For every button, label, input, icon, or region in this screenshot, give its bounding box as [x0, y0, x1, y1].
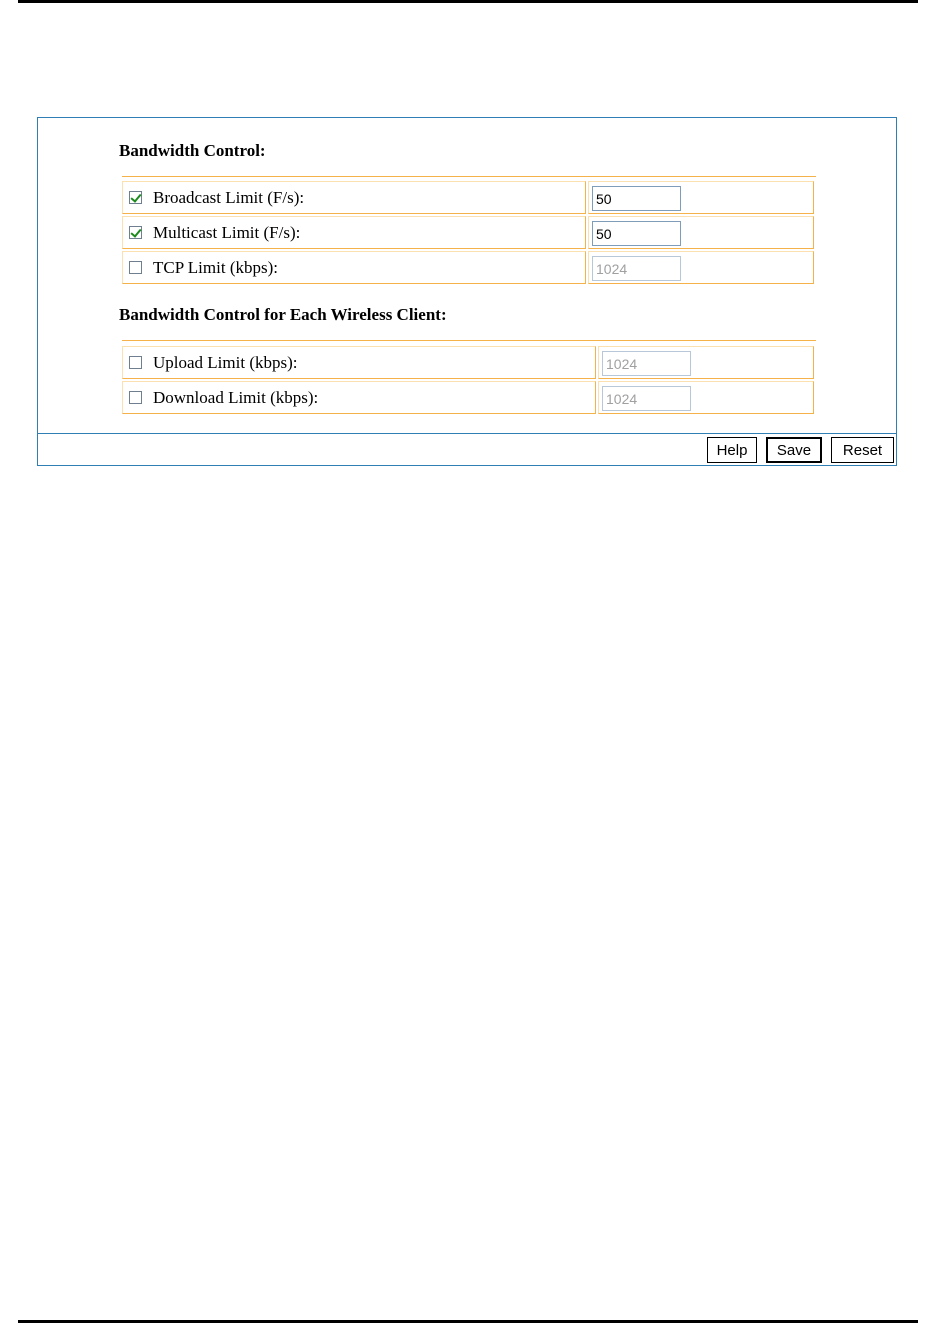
tcp-limit-input[interactable] [592, 256, 681, 281]
tcp-limit-label: TCP Limit (kbps): [153, 258, 278, 277]
footer-divider [38, 433, 896, 434]
table-row [122, 181, 814, 214]
table-row [122, 251, 814, 284]
client-table-border [122, 340, 816, 341]
bandwidth-settings-panel [37, 117, 897, 466]
multicast-limit-label: Multicast Limit (F/s): [153, 223, 301, 242]
help-button[interactable]: Help [707, 437, 757, 463]
bandwidth-control-heading: Bandwidth Control: [119, 141, 266, 160]
upload-limit-label: Upload Limit (kbps): [153, 353, 298, 372]
multicast-limit-checkbox[interactable] [129, 226, 142, 239]
bandwidth-table-border [122, 176, 816, 177]
reset-button[interactable]: Reset [831, 437, 894, 463]
page-top-rule [18, 0, 918, 3]
tcp-limit-input-cell [588, 251, 814, 284]
upload-limit-checkbox[interactable] [129, 356, 142, 369]
tcp-limit-checkbox[interactable] [129, 261, 142, 274]
download-limit-label-cell [122, 381, 596, 414]
table-row [122, 216, 814, 249]
tcp-limit-label-cell [122, 251, 586, 284]
download-limit-input[interactable] [602, 386, 691, 411]
table-row [122, 346, 814, 379]
download-limit-checkbox[interactable] [129, 391, 142, 404]
broadcast-limit-checkbox[interactable] [129, 191, 142, 204]
multicast-limit-input[interactable] [592, 221, 681, 246]
upload-limit-input[interactable] [602, 351, 691, 376]
upload-limit-label-cell [122, 346, 596, 379]
client-bandwidth-heading: Bandwidth Control for Each Wireless Client: [119, 305, 447, 324]
multicast-limit-input-cell [588, 216, 814, 249]
download-limit-input-cell [598, 381, 814, 414]
multicast-limit-label-cell [122, 216, 586, 249]
broadcast-limit-label-cell [122, 181, 586, 214]
broadcast-limit-label: Broadcast Limit (F/s): [153, 188, 305, 207]
broadcast-limit-input-cell [588, 181, 814, 214]
upload-limit-input-cell [598, 346, 814, 379]
save-button[interactable]: Save [766, 437, 822, 463]
table-row [122, 381, 814, 414]
page-bottom-rule [18, 1320, 918, 1323]
broadcast-limit-input[interactable] [592, 186, 681, 211]
download-limit-label: Download Limit (kbps): [153, 388, 319, 407]
